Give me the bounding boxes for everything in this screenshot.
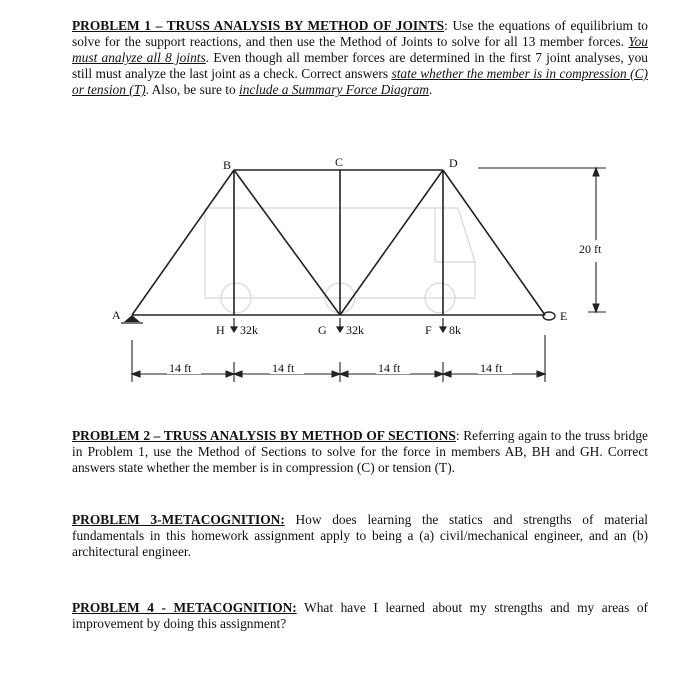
joint-label-g: G xyxy=(318,323,327,337)
member-de xyxy=(443,170,545,315)
problem-4-heading: PROBLEM 4 - METACOGNITION: xyxy=(72,600,297,615)
load-label-g: 32k xyxy=(346,323,364,337)
problem-3-body: How does learning the statics and strengths of material fundamentals in this homework assignment apply to being a (a) civil/mechanical engineer, and an (b) architectural engineer. xyxy=(72,512,648,559)
span-label-1: 14 ft xyxy=(169,361,192,375)
problem-1-body-2: . Even though all member forces are determined in the first 7 joint analyses, you still must analyze the last joint as a check. Correct answers xyxy=(72,50,648,81)
load-arrows xyxy=(231,318,446,332)
load-label-h: 32k xyxy=(240,323,258,337)
analyze-joints-note: You must analyze all 8 joints xyxy=(72,34,648,65)
joint-label-b: B xyxy=(223,158,232,172)
summary-diagram-note: include a Summary Force Diagram xyxy=(239,82,429,97)
compression-tension-note: state whether the member is in compression (C) or tension (T) xyxy=(72,66,649,97)
joint-label-a: A xyxy=(112,308,121,322)
joint-label-d: D xyxy=(449,156,458,170)
problem-3-heading: PROBLEM 3-METACOGNITION: xyxy=(72,512,285,527)
problem-1-body-3: . Also, be sure to xyxy=(145,82,240,97)
height-dimension xyxy=(478,168,606,312)
joint-label-f: F xyxy=(425,323,432,337)
truss-members xyxy=(132,170,545,315)
problem-2-body: : Referring again to the truss bridge in Problem 1, use the Method of Sections to solve for the force in members AB, BH and GH. Correct answers state whether the member is in compression (C) or tension (T). xyxy=(72,428,648,475)
pin-support-a xyxy=(124,315,140,322)
problem-2-text xyxy=(72,428,648,476)
problem-1-body-4: . xyxy=(428,82,433,97)
problem-1-text xyxy=(72,18,648,98)
height-label: 20 ft xyxy=(579,242,602,256)
joint-label-e: E xyxy=(560,309,568,323)
joint-label-h: H xyxy=(216,323,225,337)
truss-diagram xyxy=(100,148,620,388)
problem-4-body: What have I learned about my strengths and my areas of improvement by doing this assignment? xyxy=(72,600,648,631)
span-label-2: 14 ft xyxy=(272,361,295,375)
member-gd xyxy=(340,170,443,315)
problem-4-text xyxy=(72,600,648,632)
span-label-4: 14 ft xyxy=(480,361,503,375)
problem-1-body: : Use the equations of equilibrium to solve for the support reactions, and then use the Method of Joints to solve for all 13 member forces. xyxy=(72,18,648,49)
problem-1-heading: PROBLEM 1 – TRUSS ANALYSIS BY METHOD OF JOINTS xyxy=(72,18,445,33)
problem-3-text xyxy=(72,512,648,560)
member-ab xyxy=(132,170,234,315)
roller-support-e xyxy=(543,312,555,320)
problem-2-heading: PROBLEM 2 – TRUSS ANALYSIS BY METHOD OF SECTIONS xyxy=(72,428,456,443)
load-label-f: 8k xyxy=(449,323,461,337)
joint-label-c: C xyxy=(335,155,344,169)
span-label-3: 14 ft xyxy=(378,361,401,375)
